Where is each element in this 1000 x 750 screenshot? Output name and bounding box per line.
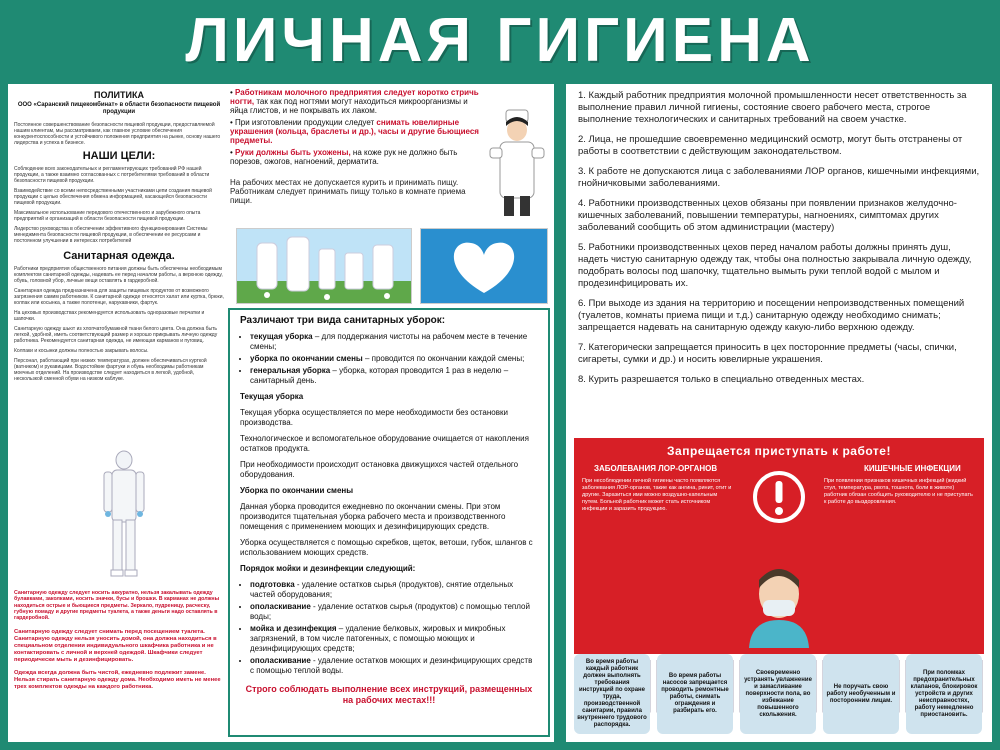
info-card: При поломках предохранительных клапанов, блокировок устройств и других неисправностях, работу немедленно приостановить. (906, 654, 982, 734)
order-step: • ополаскивание - удаление остатков моющих и дезинфицирующих средств с помощью теплой воды. (250, 656, 538, 676)
chef-woman-illustration (486, 108, 548, 220)
clothing-note-3: Одежда всегда должна быть чистой, ежедневно подлежит замене. Нельзя стирать санитарную одежду дома. Необходимо иметь не менее трех комплектов одежды на каждого работника. (14, 670, 221, 691)
clothing-note-1: Санитарную одежду следует носить аккуратно, нельзя закалывать одежду булавками, заколками, носить значки, бусы и брошки. В карманах не должны находиться острые и бьющиеся предметы. Зеркало, пудреницу, расческу, губную помаду и другие предметы туалета, а также деньги надо оставлять в гардеробной. (14, 590, 220, 622)
policy-subtitle: ООО «Саранский пищекомбинат» в области безопасности пищевой продукции (17, 102, 221, 115)
no-smoking-note: На рабочих местах не допускается курить и принимать пищу. Работникам следует принимать пищу только в комнате приема пищи. (230, 178, 466, 205)
sanitary-text: Персонал, работающий при низких температурах, должен обеспечиваться курткой (ватником) и рукавицами. Водостойкие фартуки и обувь необходимы работникам моечных отделений. На производстве следует находиться в легкой, удобной, нескользкой сменной обуви на низком каблуке. (14, 358, 207, 382)
worker-in-white-illustration (94, 450, 154, 580)
policy-column (14, 90, 224, 735)
rule-item: 5. Работники производственных цехов перед началом работы должны принять душ, надеть чистую санитарную одежду так, чтобы она полностью закрывала личную одежду, подобрать волосы под шапочку, тщательно вымыть руки теплой водой с мылом и продезинфицировать их. (578, 242, 972, 289)
sanitary-text: Санитарную одежду шьют из хлопчатобумажной ткани белого цвета. Она должна быть легкой, удобной, иметь соответствующий размер и хорошо прикрывать личную одежду работника. Рекомендуется санитарная одежда, не имеющая карманов и пуговиц. (14, 326, 218, 344)
final-warning: Строго соблюдать выполнение всех инструкций, размещенных на рабочих местах!!! (245, 684, 533, 705)
rule-item: 6. При выходе из здания на территорию и посещении непроизводственных помещений (туалетов, комнаты приема пищи и т.д.) санитарную одежду необходимо снимать; запрещается надевать на санитарную одежду какую-либо верхнюю одежду. (578, 298, 965, 333)
sanitary-text: Работники предприятия общественного питания должны быть обеспечены необходимым комплектом санитарной одежды, надевать ее перед началом работы, а верхнюю одежду, обувь, головной убор, личные вещи оставлять в гардеробной. (14, 266, 223, 284)
clothing-note-2: Санитарную одежду следует снимать перед посещением туалета. Санитарную одежду нельзя уносить домой, она должна находиться в специальном отделении индивидуального шкафчика работника и не контактировать с личной и верхней одеждой. Шкафчики следует периодически мыть и дезинфицировать. (14, 629, 217, 664)
cleaning-types-list (240, 332, 538, 386)
current-cleaning-text: Текущая уборка осуществляется по мере необходимости без остановки производства. (240, 408, 508, 427)
rule-item: 2. Лица, не прошедшие своевременно медицинский осмотр, могут быть отстранены от работы в соответствии с действующим законодательством. (578, 134, 963, 157)
policy-title: ПОЛИТИКА (94, 90, 144, 100)
intestinal-infections-subtitle: КИШЕЧНЫЕ ИНФЕКЦИИ (864, 464, 961, 473)
milk-bottles-photo (236, 228, 412, 304)
sanitary-text: На цеховых производствах рекомендуется использовать одноразовые перчатки и шапочки. (14, 310, 205, 322)
rule-item: 4. Работники производственных цехов обязаны при появлении признаков желудочно-кишечных заболеваний, повышении температуры, нагноениях, симптомах других заболеваний сообщить об этом администрации (мастеру) (578, 198, 957, 233)
end-shift-title: Уборка по окончании смены (240, 486, 354, 495)
current-cleaning-text: При необходимости происходит остановка движущихся частей отдельного оборудования. (240, 460, 519, 479)
order-step: • подготовка - удаление остатков сырья (продуктов), снятие отдельных частей оборудования; (250, 580, 538, 600)
current-cleaning-text: Технологическое и вспомогательное оборудование очищается от накопления остатков продукта. (240, 434, 529, 453)
warning-title: Запрещается приступать к работе! (667, 444, 891, 458)
order-step: • ополаскивание - удаление остатков сырья (продуктов) с помощью теплой воды; (250, 602, 538, 622)
rule-item: 3. К работе не допускаются лица с заболеваниями ЛОР органов, кишечными инфекциями, гнойничковыми заболеваниями. (578, 166, 980, 189)
order-list (240, 580, 538, 676)
bullet-nails: • Работникам молочного предприятия следует коротко стричь ногти, так как под ногтями могут находиться микроорганизмы и яйца глистов, и не покрывать их лаком. (230, 88, 479, 115)
warning-panel (574, 438, 984, 654)
current-cleaning-title: Текущая уборка (240, 392, 304, 401)
ent-diseases-subtitle: ЗАБОЛЕВАНИЯ ЛОР-ОРГАНОВ (594, 464, 718, 473)
hygiene-bullets (230, 88, 548, 228)
info-card: Своевременно устранять увлажнение и замасливание поверхности пола, во избежание повышенного скольжения. (740, 654, 816, 734)
info-card: Во время работы каждый работник должен выполнять требования инструкций по охране труда, производственной санитарии, правила внутреннего трудового распорядка. (574, 654, 650, 734)
cleaning-type: • текущая уборка – для поддержания чистоты на рабочем месте в течение смены; (250, 332, 538, 352)
goal-item: Соблюдение всех законодательных и регламентирующих требований РФ нашей продукции, а также взаимно согласованных с потребителями требований в области безопасности пищевой продукции. (14, 166, 210, 184)
page-title: ЛИЧНАЯ ГИГИЕНА (185, 5, 815, 75)
order-title: Порядок мойки и дезинфекции следующий: (240, 564, 416, 573)
sanitary-text: Санитарная одежда предназначена для защиты пищевых продуктов от возможного загрязнения самим работником. К санитарной одежде относятся халат или куртка, брюки, колпак или косынка, а также полотенце, нарукавники, фартук. (14, 288, 224, 306)
masked-worker-icon (739, 558, 819, 648)
rule-item: 8. Курить разрешается только в специально отведенных местах. (578, 374, 865, 385)
policy-text: Постоянное совершенствование безопасности пищевой продукции, предоставляемой нашим клиентам, мы рассматриваем, как главное условие обеспечения конкурентоспособности и устойчивого положения предприятия на рынке, основу нашего лидерства и успеха в бизнесе. (14, 122, 221, 146)
milk-splash-heart-photo (420, 228, 548, 304)
info-card: Не поручать свою работу необученным и посторонним лицам. (823, 654, 899, 734)
rule-item: 1. Каждый работник предприятия молочной промышленности несет ответственность за выполнение правил личной гигиены, состояние своего рабочего места, строгое выполнение технологических и санитарных требований на своем участке. (578, 90, 967, 125)
goal-item: Взаимодействие со всеми непосредственными участниками цепи создания пищевой продукции с целью обеспечения обмена информацией, касающейся безопасности пищевой продукции. (14, 188, 212, 206)
goals-title: НАШИ ЦЕЛИ: (82, 150, 156, 162)
goal-item: Лидерство руководства в обеспечении эффективного функционирования Системы менеджмента безопасности пищевой продукции, в обеспечении ее ресурсами и постоянном улучшении в интересах потребителей (14, 226, 208, 244)
cleaning-title: Различают три вида санитарных уборок: (240, 315, 446, 326)
rule-item: 7. Категорически запрещается приносить в цех посторонние предметы (часы, спички, сигареты, сумки и др.) и носить ювелирные украшения. (578, 342, 957, 365)
ent-diseases-text: При несоблюдении личной гигиены часто появляются заболевания ЛОР-органов, такие как ангина, ринит, отит и другие. Заразиться ими можно воздушно-капельным путем. Больной работник может стать источником инфекции и заразить продукцию. (582, 478, 732, 512)
end-shift-text: Данная уборка проводится ежедневно по окончании смены. При этом производится тщательная уборка рабочего места и производственного помещения с применением моющих и дезинфицирующих средств. (240, 502, 506, 531)
bullet-jewelry: • При изготовлении продукции следует снимать ювелирные украшения (кольца, браслеты и др.), часы и другие бьющиеся предметы. (230, 118, 479, 145)
end-shift-text: Уборка осуществляется с помощью скребков, щеток, ветоши, губок, шлангов с использованием моющих средств. (240, 538, 533, 557)
info-card: Во время работы насосов запрещается проводить ремонтные работы, снимать ограждения и разбирать его. (657, 654, 733, 734)
cleaning-section (228, 308, 550, 737)
cleaning-type: • уборка по окончании смены – проводится по окончании каждой смены; (250, 354, 538, 364)
exclamation-warning-icon (752, 470, 806, 524)
cleaning-type: • генеральная уборка – уборка, которая проводится 1 раз в неделю – санитарный день. (250, 366, 538, 386)
sanitary-text: Колпаки и косынки должны полностью закрывать волосы. (14, 348, 149, 354)
right-panel (566, 84, 992, 742)
bullet-hands: • Руки должны быть ухожены, на коже рук не должно быть порезов, ожогов, нагноений, дерматита. (230, 148, 458, 166)
order-step: • мойка и дезинфекция – удаление белковых, жировых и микробных загрязнений, в том числе патогенных, с помощью моющих и дезинфицирующих средств; (250, 624, 538, 654)
goal-item: Максимальное использование передового отечественного и зарубежного опыта предприятий и организаций в области безопасности пищевой продукции. (14, 210, 201, 222)
left-panel (8, 84, 554, 742)
intestinal-infections-text: При появлении признаков кишечных инфекций (жидкий стул, температура, рвота, тошнота, боли в животе) работник обязан сообщить руководителю и не приступать к работе до выздоровления. (824, 478, 973, 505)
rules-list (578, 90, 982, 394)
sanitary-title: Санитарная одежда. (63, 250, 175, 262)
